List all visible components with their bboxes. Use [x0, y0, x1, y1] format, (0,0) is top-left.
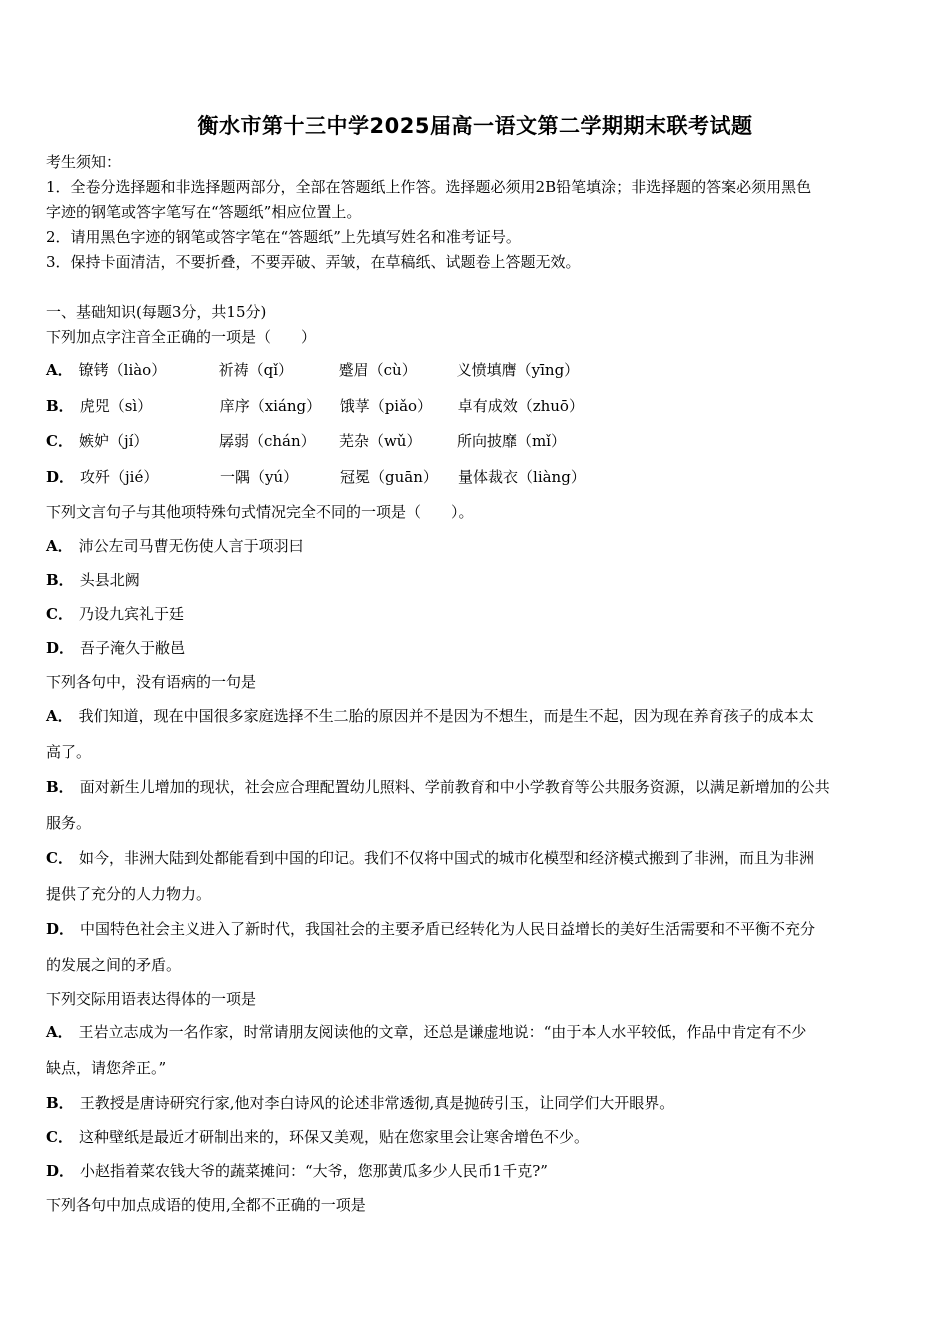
option-text: 中国特色社会主义进入了新时代，我国社会的主要矛盾已经转化为人民日益增长的美好生活需要和不平衡不充分 — [80, 920, 816, 938]
option-text: 沛公左司马曹无伤使人言于项羽曰 — [78, 537, 304, 555]
option-item: 量体裁衣（liàng） — [458, 468, 586, 486]
option-item: 蹙眉（cù） — [338, 361, 417, 379]
option-text: 吾子淹久于敝邑 — [80, 639, 186, 657]
option-label: D． — [46, 639, 75, 657]
option-item: 孱弱（chán） — [218, 432, 316, 450]
option-item: 义愤填膺（yīng） — [456, 361, 580, 379]
option-label: D． — [46, 1162, 75, 1180]
q3-option-a — [46, 706, 814, 726]
question-2-stem: 下列文言句子与其他项特殊句式情况完全不同的一项是（ ）。 — [46, 503, 474, 521]
option-label: A． — [46, 1023, 73, 1041]
q4-option-d — [46, 1161, 548, 1181]
q4-option-c — [46, 1127, 589, 1147]
q3-option-d — [46, 919, 815, 939]
option-text: 如今，非洲大陆到处都能看到中国的印记。我们不仅将中国式的城市化模型和经济模式搬到了非洲，而且为非洲 — [78, 849, 814, 867]
question-3-stem: 下列各句中，没有语病的一句是 — [46, 673, 257, 691]
option-text: 王岩立志成为一名作家，时常请朋友阅读他的文章，还总是谦虚地说：“由于本人水平较低，作品中肯定有不少 — [78, 1023, 807, 1041]
option-label: C． — [46, 432, 73, 450]
notice-line-4: 3．保持卡面清洁，不要折叠，不要弄破、弄皱，在草稿纸、试题卷上答题无效。 — [46, 253, 581, 271]
option-label: D． — [46, 920, 75, 938]
option-item: 冠冕（guān） — [340, 468, 438, 486]
option-text: 头县北阙 — [79, 571, 140, 589]
option-label: B． — [46, 397, 74, 415]
q3-option-c — [46, 848, 814, 868]
q1-option-c — [46, 431, 607, 451]
q3-option-d-cont: 的发展之间的矛盾。 — [46, 956, 182, 974]
section-heading: 一、基础知识(每题3分，共15分) — [46, 303, 267, 321]
option-text: 面对新生儿增加的现状，社会应合理配置幼儿照料、学前教育和中小学教育等公共服务资源，以满足新增加的公共 — [79, 778, 830, 796]
q2-option-d — [46, 638, 185, 658]
option-text: 乃设九宾礼于廷 — [78, 605, 184, 623]
option-label: A． — [46, 707, 73, 725]
option-item: 庠序（xiáng） — [219, 397, 322, 415]
notice-line-3: 2．请用黑色字迹的钢笔或答字笔在“答题纸”上先填写姓名和准考证号。 — [46, 228, 521, 246]
q3-option-b — [46, 777, 830, 797]
question-1-stem: 下列加点字注音全正确的一项是（ ） — [46, 328, 317, 346]
option-item: 饿莩（piǎo） — [339, 397, 433, 415]
q3-option-c-cont: 提供了充分的人力物力。 — [46, 885, 212, 903]
notice-line-1: 1．全卷分选择题和非选择题两部分，全部在答题纸上作答。选择题必须用2B铅笔填涂；非选择题的答案必须用黑色 — [46, 178, 812, 196]
option-item: 卓有成效（zhuō） — [457, 397, 584, 415]
option-text: 这种壁纸是最近才研制出来的，环保又美观，贴在您家里会让寒舍增色不少。 — [78, 1128, 589, 1146]
option-item: 芜杂（wǔ） — [338, 432, 422, 450]
q4-option-a-cont: 缺点，请您斧正。” — [46, 1059, 167, 1077]
option-item: 镣铐（liào） — [78, 361, 167, 379]
option-item: 嫉妒（jí） — [78, 432, 149, 450]
option-item: 一隅（yú） — [220, 468, 299, 486]
question-5-stem: 下列各句中加点成语的使用,全都不正确的一项是 — [46, 1196, 366, 1214]
option-label: A． — [46, 361, 73, 379]
q3-option-b-cont: 服务。 — [46, 814, 92, 832]
notice-line-2: 字迹的钢笔或答字笔写在“答题纸”相应位置上。 — [46, 203, 362, 221]
q4-option-b — [46, 1093, 674, 1113]
q1-option-d — [46, 467, 608, 487]
q1-option-a — [46, 360, 607, 380]
option-item: 虎兕（sì） — [79, 397, 153, 415]
q4-option-a — [46, 1022, 806, 1042]
option-text: 小赵指着菜农钱大爷的蔬菜摊问：“大爷，您那黄瓜多少人民币1千克?” — [80, 1162, 548, 1180]
q1-option-b — [46, 396, 608, 416]
option-label: B． — [46, 1094, 74, 1112]
q2-option-c — [46, 604, 184, 624]
page-title: 衡水市第十三中学2025届高一语文第二学期期末联考试题 — [197, 114, 753, 138]
q2-option-b — [46, 570, 140, 590]
option-label: C． — [46, 849, 73, 867]
option-label: C． — [46, 605, 73, 623]
option-item: 祈祷（qǐ） — [218, 361, 294, 379]
option-label: D． — [46, 468, 75, 486]
notice-heading: 考生须知： — [46, 153, 122, 171]
option-label: A． — [46, 537, 73, 555]
option-text: 王教授是唐诗研究行家,他对李白诗风的论述非常透彻,真是抛砖引玉，让同学们大开眼界。 — [79, 1094, 675, 1112]
q3-option-a-cont: 高了。 — [46, 743, 92, 761]
q2-option-a — [46, 536, 304, 556]
option-text: 我们知道，现在中国很多家庭选择不生二胎的原因并不是因为不想生，而是生不起，因为现在养育孩子的成本太 — [78, 707, 814, 725]
question-4-stem: 下列交际用语表达得体的一项是 — [46, 990, 257, 1008]
option-label: B． — [46, 571, 74, 589]
option-label: B． — [46, 778, 74, 796]
option-item: 所向披靡（mǐ） — [456, 432, 566, 450]
option-item: 攻歼（jié） — [80, 468, 159, 486]
option-label: C． — [46, 1128, 73, 1146]
